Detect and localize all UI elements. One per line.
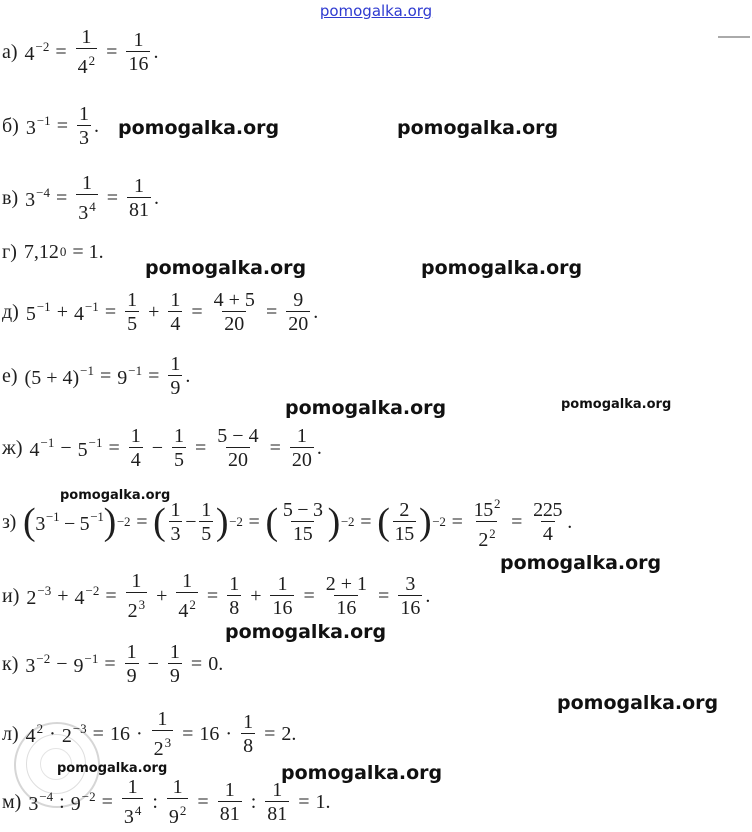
scan-mark: [718, 36, 750, 38]
solution-k: к) $3^{-2}$ − $9^{-1}$ = $\frac{1}{9}$ − $\frac{1}{9}$ = 0.: [2, 640, 224, 687]
watermark: pomogalka.org: [285, 397, 447, 419]
base: 7,12: [23, 240, 59, 263]
watermark: pomogalka.org: [145, 257, 307, 279]
watermark: pomogalka.org: [421, 257, 583, 279]
solution-g: [2, 222, 104, 282]
result: = 1.: [72, 240, 104, 263]
solution-l: л) $4^2$ · $2^{-3}$ = 16 · $\frac{1}{2^3}$ = 16 · $\frac{1}{8}$ = 2.: [2, 707, 297, 760]
item-label: д): [2, 300, 19, 323]
item-label: м): [2, 790, 22, 813]
item-label: к): [2, 652, 19, 675]
watermark: pomogalka.org: [118, 117, 280, 139]
watermark: pomogalka.org: [281, 762, 443, 784]
watermark: pomogalka.org: [561, 397, 672, 412]
solution-b: б) $3^{-1}$ = $\frac{1}{3}$ .: [2, 102, 99, 149]
exponent: 0: [59, 244, 67, 259]
watermark: pomogalka.org: [397, 117, 559, 139]
solution-i: и) $2^{-3}$ + $4^{-2}$ = $\frac{1}{2^3}$ + $\frac{1}{4^2}$ = $\frac{1}{8}$ + $\frac{1}{16}$ = $\frac{2 + 1}{16}$ = $\frac{3}{16}$ .: [2, 569, 431, 622]
item-label: и): [2, 584, 20, 607]
watermark: pomogalka.org: [500, 552, 662, 574]
watermark: pomogalka.org: [557, 692, 719, 714]
solution-d: д) $5^{-1}$ + $4^{-1}$ = $\frac{1}{5}$ + $\frac{1}{4}$ = $\frac{4 + 5}{20}$ = $\frac{9}{20}$ .: [2, 288, 319, 335]
solution-m: м) $3^{-4}$ : $9^{-2}$ = $\frac{1}{3^4}$ : $\frac{1}{9^2}$ = $\frac{1}{81}$ : $\frac{1}{81}$ = 1.: [2, 775, 331, 828]
watermark: pomogalka.org: [57, 761, 168, 776]
site-link[interactable]: pomogalka.org: [319, 2, 433, 20]
item-label: в): [2, 186, 19, 209]
watermark: pomogalka.org: [225, 621, 387, 643]
solution-e: е) $(5 + 4)^{-1}$ = $9^{-1}$ = $\frac{1}{9}$ .: [2, 352, 191, 399]
item-label: б): [2, 114, 19, 137]
item-label: ж): [2, 436, 23, 459]
solution-a: а) $4^{-2}$ = $\frac{1}{4^2}$ = $\frac{1}{16}$ .: [2, 25, 159, 78]
item-label: г): [2, 240, 17, 263]
item-label: з): [2, 510, 16, 533]
item-label: а): [2, 40, 18, 63]
item-label: л): [2, 722, 19, 745]
item-label: е): [2, 364, 18, 387]
solution-v: в) $3^{-4}$ = $\frac{1}{3^4}$ = $\frac{1}{81}$ .: [2, 171, 160, 224]
solution-zh: ж) $4^{-1}$ − $5^{-1}$ = $\frac{1}{4}$ − $\frac{1}{5}$ = $\frac{5 - 4}{20}$ = $\frac{1}{20}$ .: [2, 424, 322, 471]
solution-z: з) ( $3^{-1} - 5^{-1}$ ) −2 = ( $\frac{1}{3}$ − $\frac{1}{5}$ ) −2 = ( $\frac{5 - 3}{15}$ ) −2 = ( $\frac{2}{15}$ ) −2 = $\frac{15^2}{2^2}$ = $\frac{225}{4}$ .: [2, 495, 572, 551]
watermark: pomogalka.org: [60, 488, 171, 503]
